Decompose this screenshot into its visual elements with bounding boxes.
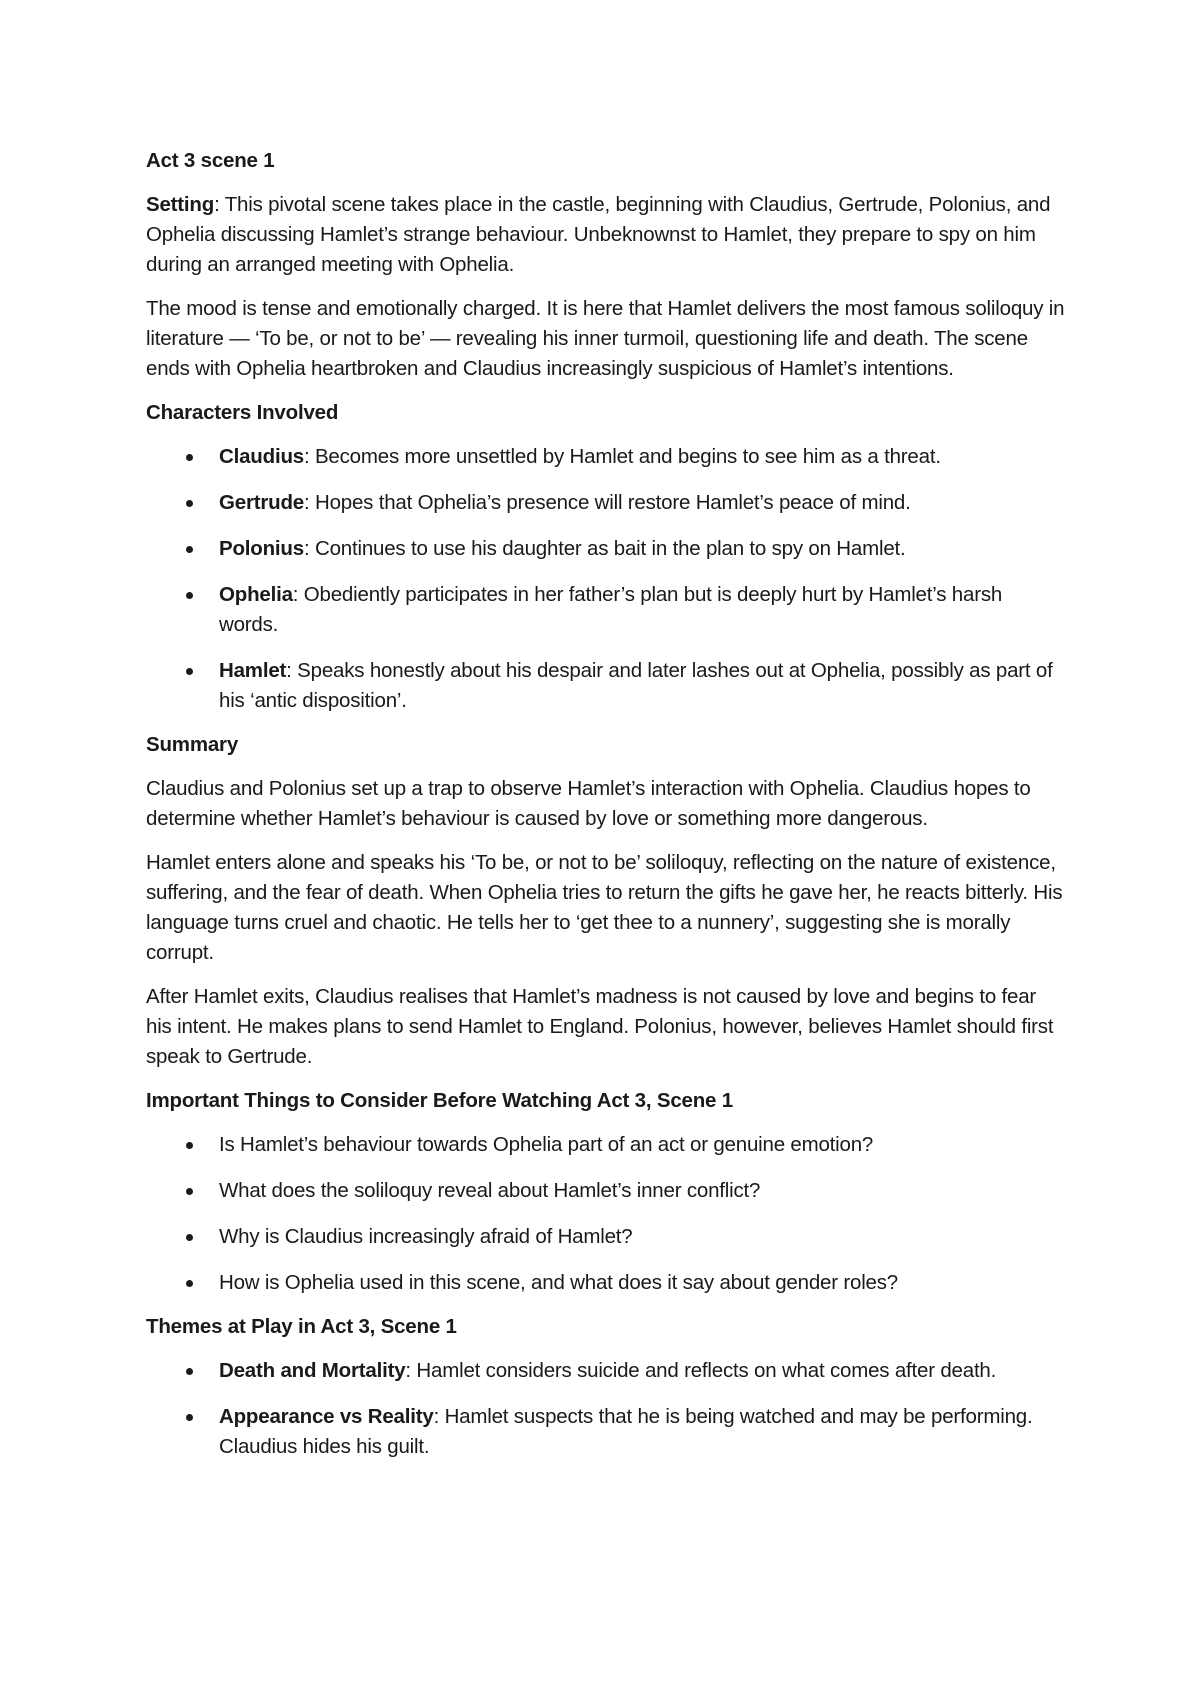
- list-item: [146, 1402, 1066, 1462]
- consider-heading: Important Things to Consider Before Watching Act 3, Scene 1: [146, 1089, 733, 1112]
- setting-paragraph: [146, 190, 1066, 280]
- list-item: How is Ophelia used in this scene, and what does it say about gender roles?: [146, 1268, 1066, 1298]
- character-description: : Obediently participates in her father’s plan but is deeply hurt by Hamlet’s harsh words.: [219, 583, 1003, 636]
- theme-name: Death and Mortality: [219, 1359, 406, 1382]
- list-item: [146, 1356, 1066, 1386]
- document-page: [146, 146, 1066, 1462]
- character-description: : Hopes that Ophelia’s presence will restore Hamlet’s peace of mind.: [303, 491, 911, 514]
- mood-paragraph: The mood is tense and emotionally charged. It is here that Hamlet delivers the most famous soliloquy in literature — ‘To be, or not to be’ — revealing his inner turmoil, questioning life and death. The scene ends with Ophelia heartbroken and Claudius increasingly suspicious of Hamlet’s intentions.: [146, 297, 1065, 380]
- character-name: Hamlet: [219, 659, 287, 682]
- document-title: Act 3 scene 1: [146, 149, 275, 172]
- theme-description: : Hamlet suspects that he is being watched and may be performing. Claudius hides his guilt.: [219, 1405, 1033, 1458]
- list-item: Is Hamlet’s behaviour towards Ophelia part of an act or genuine emotion?: [146, 1130, 1066, 1160]
- character-description: : Continues to use his daughter as bait in the plan to spy on Hamlet.: [303, 537, 906, 560]
- list-item: [146, 534, 1066, 564]
- summary-paragraph: After Hamlet exits, Claudius realises that Hamlet’s madness is not caused by love and begins to fear his intent. He makes plans to send Hamlet to England. Polonius, however, believes Hamlet should first speak to Gertrude.: [146, 985, 1054, 1068]
- list-item: Why is Claudius increasingly afraid of Hamlet?: [146, 1222, 1066, 1252]
- character-description: : Becomes more unsettled by Hamlet and begins to see him as a threat.: [303, 445, 941, 468]
- summary-heading: Summary: [146, 733, 239, 756]
- themes-list: [146, 1356, 1066, 1462]
- summary-paragraph: Claudius and Polonius set up a trap to observe Hamlet’s interaction with Ophelia. Claudius hopes to determine whether Hamlet’s behaviour is caused by love or something more dangerous.: [146, 777, 1031, 830]
- character-name: Gertrude: [219, 491, 304, 514]
- list-item: [146, 580, 1066, 640]
- character-name: Polonius: [219, 537, 304, 560]
- characters-heading: Characters Involved: [146, 401, 339, 424]
- character-name: Ophelia: [219, 583, 293, 606]
- themes-heading: Themes at Play in Act 3, Scene 1: [146, 1315, 457, 1338]
- list-item: [146, 656, 1066, 716]
- character-name: Claudius: [219, 445, 304, 468]
- setting-text: : This pivotal scene takes place in the castle, beginning with Claudius, Gertrude, Polonius, and Ophelia discussing Hamlet’s strange behaviour. Unbeknownst to Hamlet, they prepare to spy on him during an arranged meeting with Ophelia.: [146, 193, 1051, 276]
- list-item: What does the soliloquy reveal about Hamlet’s inner conflict?: [146, 1176, 1066, 1206]
- list-item: [146, 488, 1066, 518]
- setting-label: Setting: [146, 193, 215, 216]
- consider-list: [146, 1130, 1066, 1298]
- theme-name: Appearance vs Reality: [219, 1405, 434, 1428]
- list-item: [146, 442, 1066, 472]
- characters-list: [146, 442, 1066, 716]
- character-description: : Speaks honestly about his despair and later lashes out at Ophelia, possibly as part of his ‘antic disposition’.: [219, 659, 1053, 712]
- theme-description: : Hamlet considers suicide and reflects on what comes after death.: [405, 1359, 997, 1382]
- summary-paragraph: Hamlet enters alone and speaks his ‘To be, or not to be’ soliloquy, reflecting on the nature of existence, suffering, and the fear of death. When Ophelia tries to return the gifts he gave her, he reacts bitterly. His language turns cruel and chaotic. He tells her to ‘get thee to a nunnery’, suggesting she is morally corrupt.: [146, 851, 1063, 964]
